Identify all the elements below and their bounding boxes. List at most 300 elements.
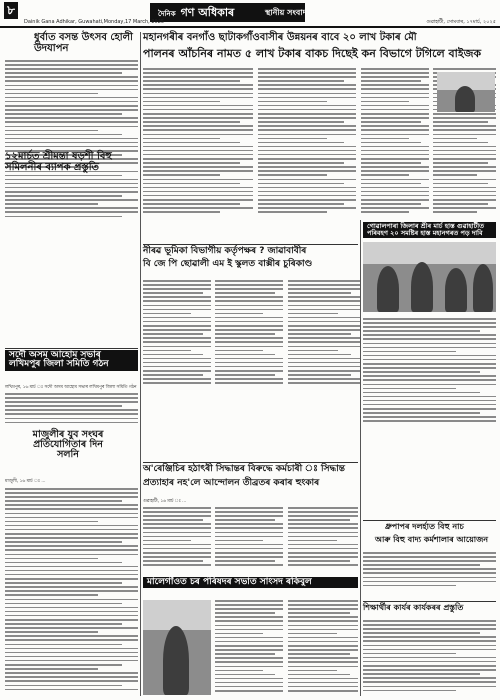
text-line <box>143 80 240 82</box>
text-line <box>288 515 358 517</box>
text-line <box>363 408 496 410</box>
text-line <box>5 409 138 411</box>
text-line <box>215 350 263 352</box>
text-line <box>143 519 203 521</box>
text-line <box>433 211 477 213</box>
text-line <box>363 379 496 381</box>
text-line <box>288 354 351 356</box>
text-line <box>5 68 138 70</box>
text-line <box>143 515 211 517</box>
headline-protest-2: প্ৰত্যাহাৰ নহ'লে আন্দোলন তীব্ৰতৰ কৰাৰ হুংকাৰ <box>143 478 320 488</box>
text-line <box>215 653 275 655</box>
page-number: ৮ <box>4 2 18 19</box>
text-line <box>143 329 211 331</box>
text-line <box>288 625 358 627</box>
text-line <box>215 333 275 335</box>
text-line <box>288 532 358 534</box>
text-line <box>363 351 456 353</box>
text-line <box>361 142 421 144</box>
text-line <box>215 321 283 323</box>
text-line <box>363 690 456 692</box>
text-line <box>433 138 477 140</box>
headline-holi: ধুৰ্বাত বসন্ত উৎসব হোলী উদযাপন <box>34 32 133 54</box>
text-line <box>363 564 480 566</box>
text-line <box>258 84 356 86</box>
text-line <box>363 355 496 357</box>
text-line <box>288 544 358 546</box>
body-protest-col3 <box>288 507 358 572</box>
text-line <box>5 117 138 119</box>
text-line <box>5 607 138 609</box>
text-line <box>215 564 283 566</box>
text-line <box>258 101 327 103</box>
text-line <box>143 544 211 546</box>
text-line <box>288 519 350 521</box>
text-line <box>288 292 351 294</box>
text-line <box>363 560 496 562</box>
text-line <box>215 296 283 298</box>
text-line <box>215 511 283 513</box>
text-line <box>143 138 220 140</box>
text-line <box>215 666 283 668</box>
text-line <box>288 305 360 307</box>
body-goalpara <box>363 318 496 428</box>
text-line <box>215 556 283 558</box>
text-line <box>5 685 122 687</box>
text-line <box>433 68 496 70</box>
text-line <box>5 639 138 641</box>
text-line <box>258 109 356 111</box>
text-line <box>433 179 496 181</box>
text-line <box>143 527 211 529</box>
text-line <box>5 586 138 588</box>
text-line <box>143 207 253 209</box>
text-line <box>5 211 138 213</box>
text-line <box>5 599 138 601</box>
body-main-col2 <box>258 68 356 218</box>
text-line <box>215 280 283 282</box>
body-main-col1 <box>143 68 253 218</box>
body-ahom <box>5 393 138 429</box>
text-line <box>288 629 358 631</box>
text-line <box>361 97 429 99</box>
masthead <box>0 0 500 28</box>
text-line <box>215 552 283 554</box>
text-line <box>215 370 283 372</box>
text-line <box>288 346 360 348</box>
text-line <box>215 519 275 521</box>
text-line <box>143 362 211 364</box>
text-line <box>143 288 211 290</box>
text-line <box>215 544 283 546</box>
body-silent-col1 <box>143 280 211 390</box>
text-line <box>361 158 429 160</box>
text-line <box>5 652 138 654</box>
text-line <box>258 134 356 136</box>
text-line <box>433 166 496 168</box>
text-line <box>143 532 211 534</box>
text-line <box>5 413 138 415</box>
text-line <box>5 109 138 111</box>
headline-silent-role: নীৰৱ ভূমিকা বিভাগীয় কৰ্তৃপক্ষৰ ? জাৱাবাবীৰ <box>143 246 307 256</box>
text-line <box>5 134 122 136</box>
text-line <box>5 590 138 592</box>
headline-students: শিক্ষাৰ্থীৰ কাৰ্যৰ কাৰ্যকৰৰ প্ৰস্তুতি <box>363 603 464 612</box>
text-line <box>363 572 496 574</box>
text-line <box>5 664 122 666</box>
text-line <box>143 317 211 319</box>
text-line <box>363 665 496 667</box>
text-line <box>143 129 253 131</box>
text-line <box>433 207 496 209</box>
text-line <box>215 532 283 534</box>
text-line <box>363 577 496 579</box>
text-line <box>288 523 358 525</box>
text-line <box>288 329 360 331</box>
section-rule <box>5 348 138 349</box>
body-protest-col1 <box>143 507 211 572</box>
text-line <box>433 142 488 144</box>
text-line <box>258 76 356 78</box>
text-line <box>215 690 283 692</box>
text-line <box>5 676 138 678</box>
text-line <box>288 645 358 647</box>
text-line <box>5 199 138 201</box>
dateline-right: গুৱাহাটী, সোমবাৰ, ১৭মাৰ্চ, ২০২৫ <box>426 19 496 25</box>
text-line <box>143 121 240 123</box>
text-line <box>433 117 496 119</box>
text-line <box>5 689 138 691</box>
text-line <box>215 284 283 286</box>
text-line <box>288 686 358 688</box>
text-line <box>143 154 253 156</box>
text-line <box>143 292 203 294</box>
text-line <box>433 187 496 189</box>
text-line <box>143 523 211 525</box>
snippet-ahom: লখিমপুৰ, ১৬ মাৰ্চ ঃ সদৌ অসম আহোম সভাৰ লখিমপুৰ জিলা সমিতি গঠন <box>5 385 137 390</box>
text-line <box>5 562 122 564</box>
text-line <box>361 138 409 140</box>
text-line <box>288 600 358 602</box>
text-line <box>361 154 429 156</box>
text-line <box>288 374 351 376</box>
text-line <box>288 612 350 614</box>
text-line <box>143 354 203 356</box>
text-line <box>258 195 356 197</box>
text-line <box>363 412 480 414</box>
text-line <box>5 187 138 189</box>
text-line <box>433 150 496 152</box>
text-line <box>143 203 240 205</box>
text-line <box>433 199 496 201</box>
text-line <box>5 207 138 209</box>
text-line <box>288 666 358 668</box>
text-line <box>361 199 429 201</box>
text-line <box>258 174 327 176</box>
text-line <box>258 93 356 95</box>
headline-goalpara: গোৱালপাৰা জিলাৰ শ্ৰীৰ মাৰ্চ হাস্ত গুৱাহাটীত পৰিবহণ ২০ সমষ্টিৰ হাস্ত মহানগৰত পড় দাবি <box>363 222 496 238</box>
text-line <box>5 656 138 658</box>
headline-bihu-dance: ধ্ৰুপাপৰ দলৰ্হাত বিহু নাচ <box>385 522 464 531</box>
text-line <box>143 313 191 315</box>
headline-malegaon: মালেগাঁওত চৰ পৰিষদৰ সভাত সাংসদ ৰকিবুল <box>143 577 358 588</box>
text-line <box>5 216 122 218</box>
news-photo-top <box>437 72 495 112</box>
text-line <box>5 101 138 103</box>
text-line <box>363 384 496 386</box>
text-line <box>361 105 429 107</box>
text-line <box>361 187 429 189</box>
section-rule <box>363 601 496 602</box>
text-line <box>215 616 283 618</box>
text-line <box>5 644 122 646</box>
text-line <box>288 661 358 663</box>
text-line <box>5 85 138 87</box>
text-line <box>215 682 283 684</box>
text-line <box>361 72 429 74</box>
text-line <box>288 350 338 352</box>
text-line <box>363 681 496 683</box>
text-line <box>363 334 496 336</box>
text-line <box>5 627 138 629</box>
text-line <box>288 633 337 635</box>
text-line <box>5 105 138 107</box>
text-line <box>5 574 138 576</box>
text-line <box>258 121 344 123</box>
text-line <box>361 203 421 205</box>
text-line <box>5 668 98 670</box>
text-line <box>361 93 429 95</box>
text-line <box>5 64 138 66</box>
text-line <box>5 566 138 568</box>
text-line <box>258 142 344 144</box>
news-photo-malegaon <box>143 600 211 695</box>
text-line <box>433 162 488 164</box>
text-line <box>215 527 283 529</box>
text-line <box>5 60 138 62</box>
text-line <box>5 672 138 674</box>
text-line <box>143 382 211 384</box>
text-line <box>288 313 338 315</box>
text-line <box>143 346 211 348</box>
text-line <box>361 113 429 115</box>
text-line <box>288 325 360 327</box>
text-line <box>143 142 240 144</box>
text-line <box>288 608 358 610</box>
text-line <box>215 604 283 606</box>
text-line <box>363 673 480 675</box>
text-line <box>143 536 211 538</box>
text-line <box>288 527 358 529</box>
text-line <box>288 620 358 622</box>
text-line <box>5 648 138 650</box>
text-line <box>258 207 356 209</box>
text-line <box>361 134 429 136</box>
text-line <box>5 660 138 662</box>
text-line <box>5 405 122 407</box>
text-line <box>143 511 211 513</box>
news-photo-goalpara <box>363 242 496 312</box>
text-line <box>143 179 253 181</box>
text-line <box>5 558 98 560</box>
text-line <box>5 401 138 403</box>
text-line <box>363 645 496 647</box>
text-line <box>215 612 275 614</box>
text-line <box>363 420 496 422</box>
text-line <box>363 552 496 554</box>
text-line <box>288 552 358 554</box>
text-line <box>215 657 283 659</box>
text-line <box>361 121 421 123</box>
text-line <box>143 548 211 550</box>
text-line <box>215 633 263 635</box>
text-line <box>361 129 429 131</box>
text-line <box>5 113 122 115</box>
text-line <box>5 175 122 177</box>
text-line <box>215 358 283 360</box>
brand-prefix: দৈনিক <box>158 10 176 18</box>
headline-silent-role-2: বি জে পি ছোৱালী এম ই স্কুলত বাক্সীৰ চুৰিকাণ্ড <box>143 259 313 269</box>
text-line <box>288 637 358 639</box>
text-line <box>258 199 356 201</box>
text-line <box>258 88 356 90</box>
text-line <box>5 517 138 519</box>
text-line <box>258 105 356 107</box>
text-line <box>363 367 496 369</box>
text-line <box>361 211 409 213</box>
body-protest-col2 <box>215 507 283 572</box>
text-line <box>143 211 220 213</box>
text-line <box>143 93 253 95</box>
text-line <box>258 179 356 181</box>
text-line <box>258 187 356 189</box>
text-line <box>361 109 429 111</box>
section-label: স্থানীয় সংবাদ <box>265 8 307 17</box>
text-line <box>361 117 429 119</box>
text-line <box>143 84 253 86</box>
text-line <box>143 325 211 327</box>
text-line <box>288 690 358 692</box>
text-line <box>143 117 253 119</box>
headline-bihu-sammilani: ১২মাৰ্চত শ্ৰীমন্তা ষড়শী বিহু সমিলনীৰ ব্যাপক প্ৰস্তুতি <box>5 151 112 173</box>
text-line <box>288 604 358 606</box>
text-line <box>215 678 283 680</box>
text-line <box>215 354 275 356</box>
text-line <box>215 625 283 627</box>
body-students <box>363 620 496 696</box>
text-line <box>143 309 211 311</box>
text-line <box>143 284 211 286</box>
text-line <box>258 80 344 82</box>
text-line <box>143 183 240 185</box>
text-line <box>143 296 211 298</box>
text-line <box>363 343 496 345</box>
text-line <box>361 101 409 103</box>
text-line <box>5 72 122 74</box>
text-line <box>288 511 358 513</box>
text-line <box>143 374 203 376</box>
text-line <box>433 113 496 115</box>
text-line <box>5 422 138 424</box>
text-line <box>143 540 191 542</box>
text-line <box>288 309 360 311</box>
text-line <box>361 170 429 172</box>
snippet-protest: গুৱাহাটী, ১৬ মাৰ্চ ঃ ... <box>143 499 187 504</box>
text-line <box>288 280 360 282</box>
text-line <box>5 619 138 621</box>
text-line <box>5 603 122 605</box>
text-line <box>215 674 275 676</box>
text-line <box>363 359 496 361</box>
text-line <box>433 121 488 123</box>
text-line <box>5 179 138 181</box>
text-line <box>5 635 138 637</box>
text-line <box>258 146 356 148</box>
text-line <box>363 636 496 638</box>
text-line <box>361 150 429 152</box>
text-line <box>215 366 283 368</box>
text-line <box>215 629 283 631</box>
text-line <box>5 508 138 510</box>
snippet-majuli: মাজুলী, ১৬ মাৰ্চ ঃ ... <box>5 479 46 484</box>
text-line <box>361 183 421 185</box>
text-line <box>363 392 480 394</box>
text-line <box>215 560 275 562</box>
text-line <box>5 570 138 572</box>
body-malegaon-col1 <box>215 600 283 695</box>
text-line <box>288 333 351 335</box>
text-line <box>361 146 429 148</box>
text-line <box>258 203 344 205</box>
text-line <box>433 174 477 176</box>
text-line <box>288 641 358 643</box>
text-line <box>5 578 138 580</box>
text-line <box>5 121 138 123</box>
text-line <box>143 88 253 90</box>
text-line <box>143 162 240 164</box>
text-line <box>215 536 283 538</box>
text-line <box>143 187 253 189</box>
text-line <box>363 620 496 622</box>
text-line <box>433 134 496 136</box>
dateline-left: Dainik Gana Adhikar, Guwahati,Monday,17 March, 2025 <box>24 19 165 25</box>
text-line <box>433 195 496 197</box>
text-line <box>5 76 138 78</box>
text-line <box>5 138 138 140</box>
text-line <box>5 525 138 527</box>
headline-main-2: পালনৰ আঁচনিৰ নামত ৫ লাখ টকাৰ বাকচ দিছেই কন বিভাগে টগিলে বাইজক <box>143 47 482 60</box>
text-line <box>433 129 496 131</box>
text-line <box>215 313 263 315</box>
section-rule <box>363 520 496 521</box>
text-line <box>143 305 211 307</box>
text-line <box>215 337 283 339</box>
text-line <box>361 125 429 127</box>
text-line <box>363 338 496 340</box>
text-line <box>5 492 138 494</box>
text-line <box>258 154 356 156</box>
text-line <box>363 363 496 365</box>
text-line <box>433 191 496 193</box>
text-line <box>5 126 138 128</box>
text-line <box>361 195 429 197</box>
text-line <box>363 330 480 332</box>
text-line <box>143 300 211 302</box>
column-rule <box>140 32 141 696</box>
text-line <box>288 674 350 676</box>
text-line <box>361 68 429 70</box>
text-line <box>288 560 350 562</box>
